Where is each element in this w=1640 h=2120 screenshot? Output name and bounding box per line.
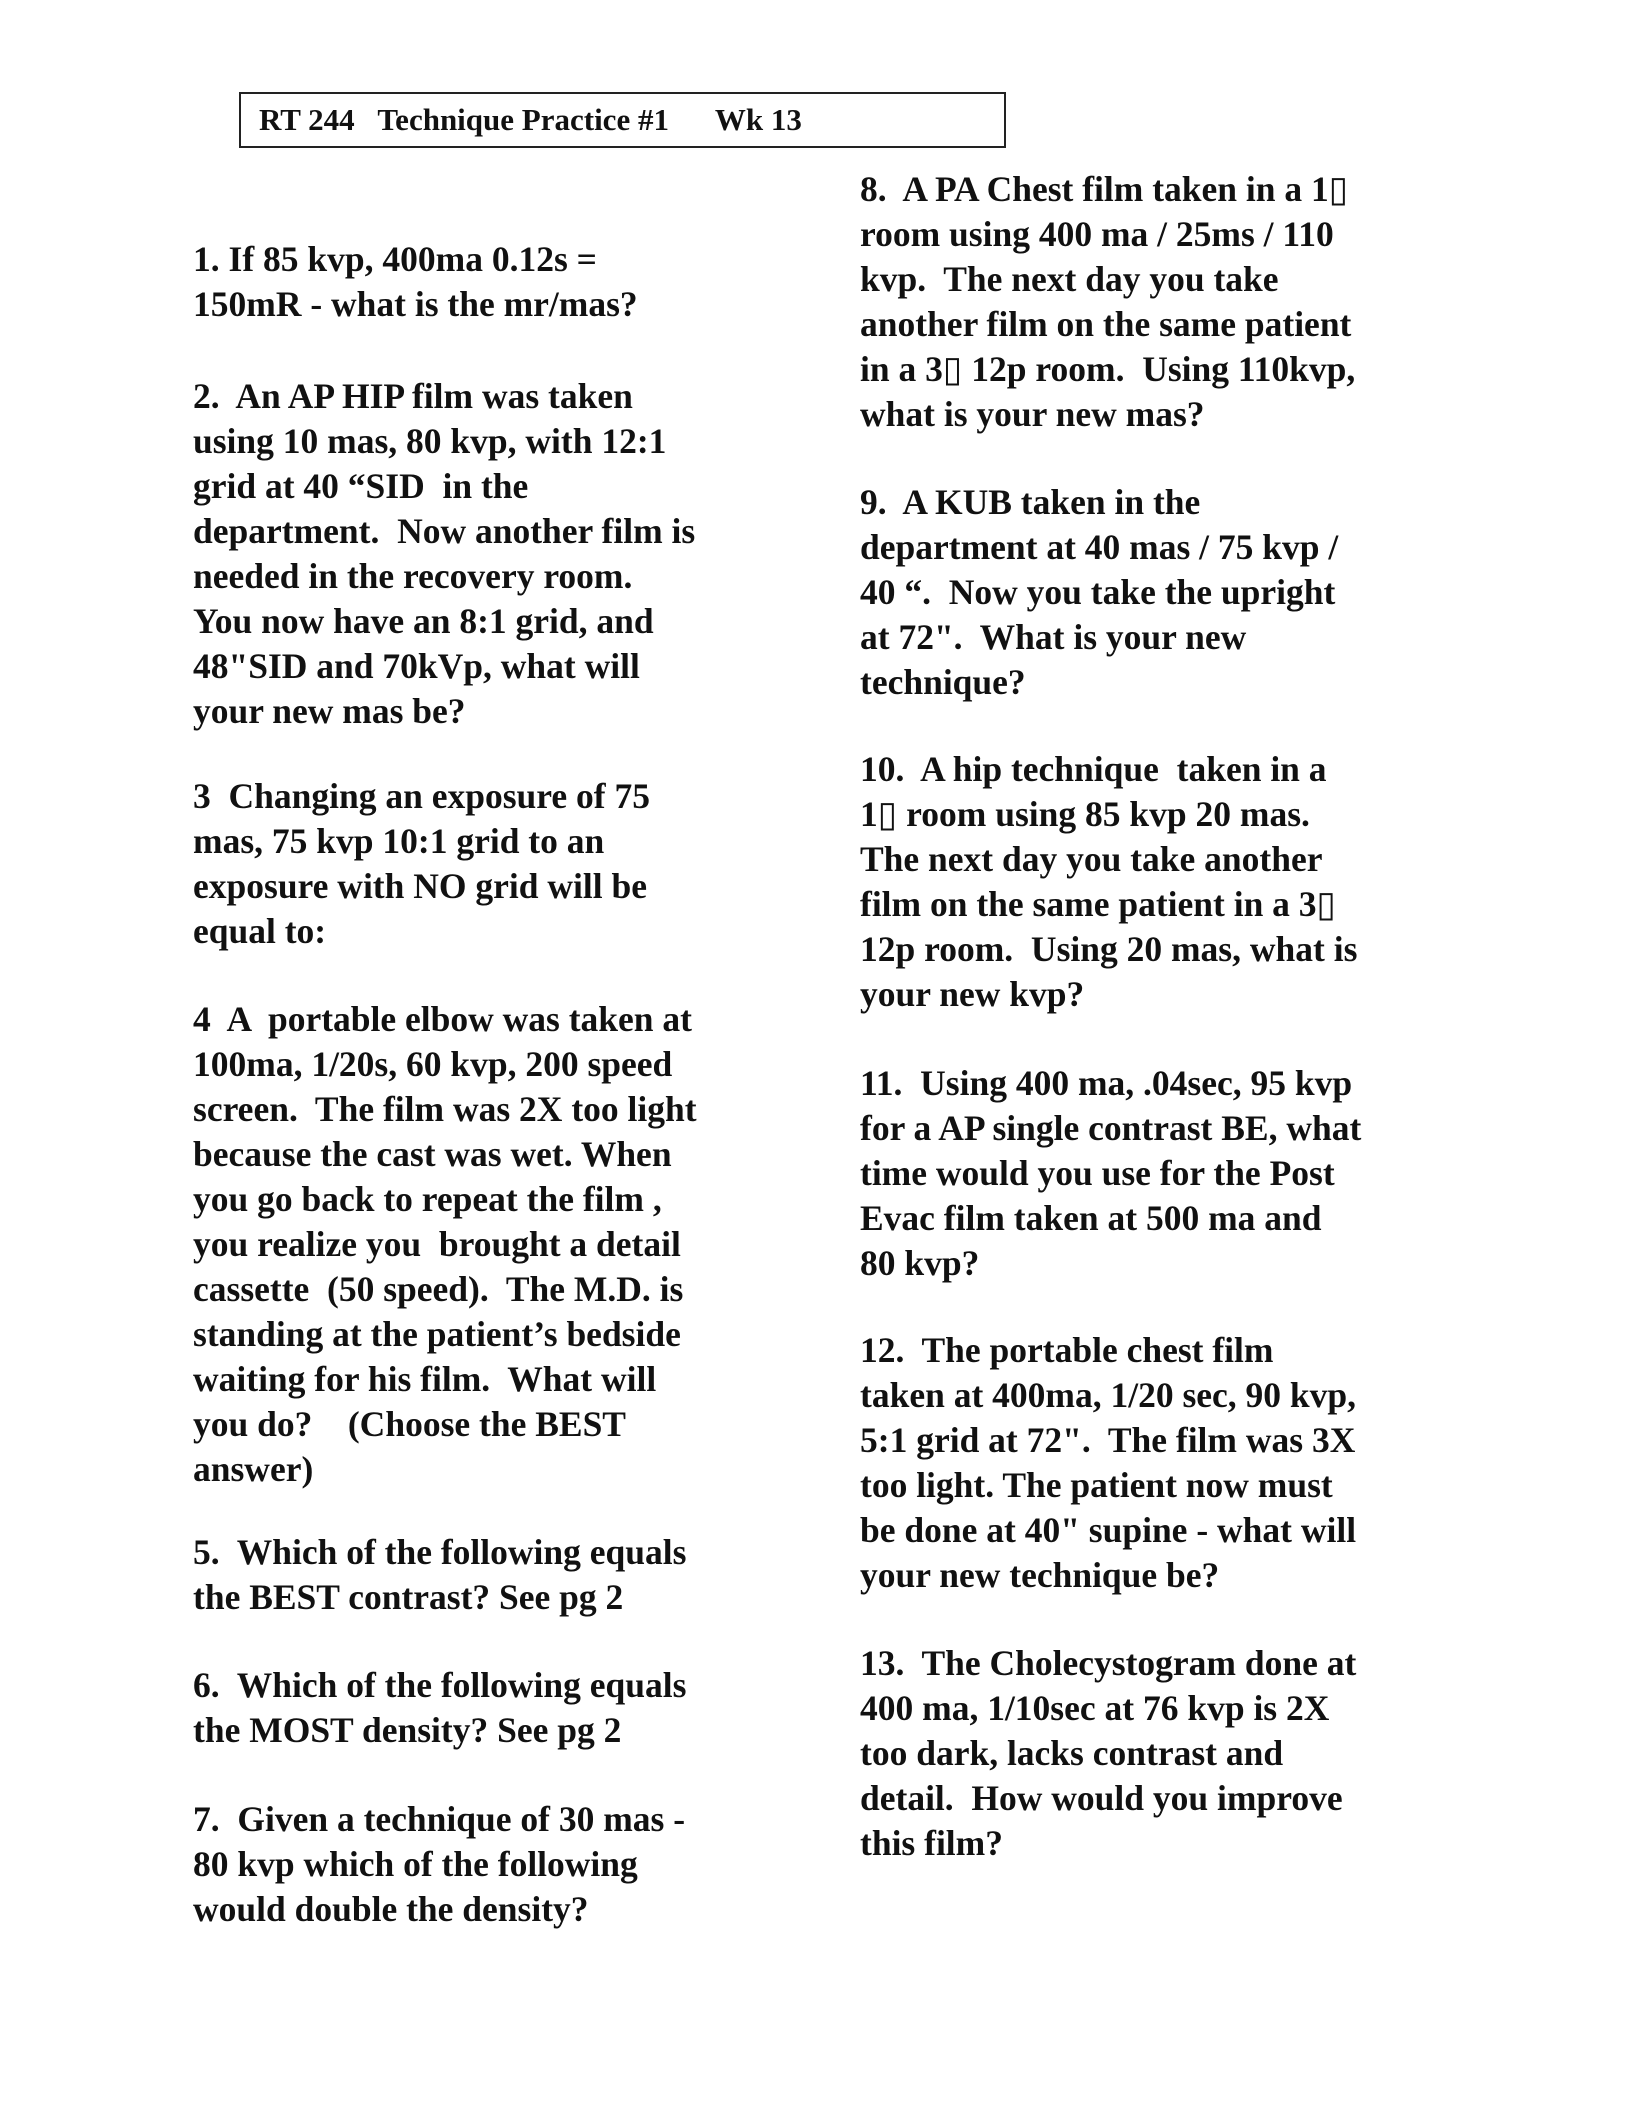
question-line: 48"SID and 70kVp, what will: [193, 646, 640, 686]
question-line: technique?: [860, 662, 1026, 702]
question-line: The next day you take another: [860, 839, 1323, 879]
question-9: [860, 480, 1460, 705]
question-line: your new kvp?: [860, 974, 1085, 1014]
question-line: using 10 mas, 80 kvp, with 12:1: [193, 421, 667, 461]
question-11: [860, 1061, 1460, 1286]
question-line: you go back to repeat the film ,: [193, 1179, 662, 1219]
question-12: [860, 1328, 1460, 1598]
question-line: would double the density?: [193, 1889, 589, 1929]
question-line: too light. The patient now must: [860, 1465, 1333, 1505]
question-line: 40 “. Now you take the upright: [860, 572, 1336, 612]
question-line: 3 Changing an exposure of 75: [193, 776, 650, 816]
question-3: [193, 774, 803, 954]
question-line: 1. If 85 kvp, 400ma 0.12s =: [193, 239, 597, 279]
question-line: 150mR - what is the mr/mas?: [193, 284, 638, 324]
title-box: [239, 92, 1006, 148]
question-line: 400 ma, 1/10sec at 76 kvp is 2X: [860, 1688, 1330, 1728]
question-line: your new technique be?: [860, 1555, 1220, 1595]
question-line: mas, 75 kvp 10:1 grid to an: [193, 821, 605, 861]
question-line: 12. The portable chest film: [860, 1330, 1274, 1370]
question-line: you realize you brought a detail: [193, 1224, 681, 1264]
question-line: needed in the recovery room.: [193, 556, 633, 596]
question-line: the MOST density? See pg 2: [193, 1710, 622, 1750]
question-line: too dark, lacks contrast and: [860, 1733, 1284, 1773]
question-line: another film on the same patient: [860, 304, 1352, 344]
question-line: room using 400 ma / 25ms / 110: [860, 214, 1334, 254]
question-line: exposure with NO grid will be: [193, 866, 647, 906]
question-line: because the cast was wet. When: [193, 1134, 672, 1174]
question-line: film on the same patient in a 3▯: [860, 884, 1337, 924]
question-line: 11. Using 400 ma, .04sec, 95 kvp: [860, 1063, 1353, 1103]
question-line: you do? (Choose the BEST: [193, 1404, 626, 1444]
question-line: 80 kvp?: [860, 1243, 980, 1283]
question-line: this film?: [860, 1823, 1003, 1863]
question-5: [193, 1530, 803, 1620]
question-4: [193, 997, 803, 1492]
question-line: 80 kvp which of the following: [193, 1844, 638, 1884]
question-line: You now have an 8:1 grid, and: [193, 601, 654, 641]
question-line: screen. The film was 2X too light: [193, 1089, 697, 1129]
question-13: [860, 1641, 1460, 1866]
question-line: 6. Which of the following equals: [193, 1665, 687, 1705]
question-line: for a AP single contrast BE, what: [860, 1108, 1362, 1148]
question-line: be done at 40" supine - what will: [860, 1510, 1357, 1550]
question-line: 10. A hip technique taken in a: [860, 749, 1327, 789]
question-line: 7. Given a technique of 30 mas -: [193, 1799, 686, 1839]
question-line: Evac film taken at 500 ma and: [860, 1198, 1322, 1238]
question-line: answer): [193, 1449, 314, 1489]
question-line: equal to:: [193, 911, 327, 951]
question-line: grid at 40 “SID in the: [193, 466, 529, 506]
question-line: 12p room. Using 20 mas, what is: [860, 929, 1358, 969]
question-line: 4 A portable elbow was taken at: [193, 999, 692, 1039]
question-line: kvp. The next day you take: [860, 259, 1279, 299]
question-6: [193, 1663, 803, 1753]
question-line: 9. A KUB taken in the: [860, 482, 1201, 522]
question-line: your new mas be?: [193, 691, 466, 731]
page-title: RT 244 Technique Practice #1 Wk 13: [259, 102, 802, 137]
question-line: time would you use for the Post: [860, 1153, 1335, 1193]
question-line: department. Now another film is: [193, 511, 696, 551]
question-line: at 72". What is your new: [860, 617, 1247, 657]
question-line: taken at 400ma, 1/20 sec, 90 kvp,: [860, 1375, 1357, 1415]
question-line: 5:1 grid at 72". The film was 3X: [860, 1420, 1356, 1460]
question-line: 2. An AP HIP film was taken: [193, 376, 633, 416]
question-line: 8. A PA Chest film taken in a 1▯: [860, 169, 1349, 209]
question-line: standing at the patient’s bedside: [193, 1314, 681, 1354]
question-line: 100ma, 1/20s, 60 kvp, 200 speed: [193, 1044, 673, 1084]
question-line: 1▯ room using 85 kvp 20 mas.: [860, 794, 1310, 834]
question-1: [193, 237, 803, 327]
question-line: 5. Which of the following equals: [193, 1532, 687, 1572]
question-line: 13. The Cholecystogram done at: [860, 1643, 1357, 1683]
question-line: in a 3▯ 12p room. Using 110kvp,: [860, 349, 1356, 389]
question-line: department at 40 mas / 75 kvp /: [860, 527, 1339, 567]
question-line: cassette (50 speed). The M.D. is: [193, 1269, 684, 1309]
question-10: [860, 747, 1460, 1017]
question-2: [193, 374, 803, 734]
question-line: what is your new mas?: [860, 394, 1205, 434]
question-8: [860, 167, 1460, 437]
question-7: [193, 1797, 803, 1932]
question-line: detail. How would you improve: [860, 1778, 1343, 1818]
question-line: waiting for his film. What will: [193, 1359, 657, 1399]
question-line: the BEST contrast? See pg 2: [193, 1577, 624, 1617]
